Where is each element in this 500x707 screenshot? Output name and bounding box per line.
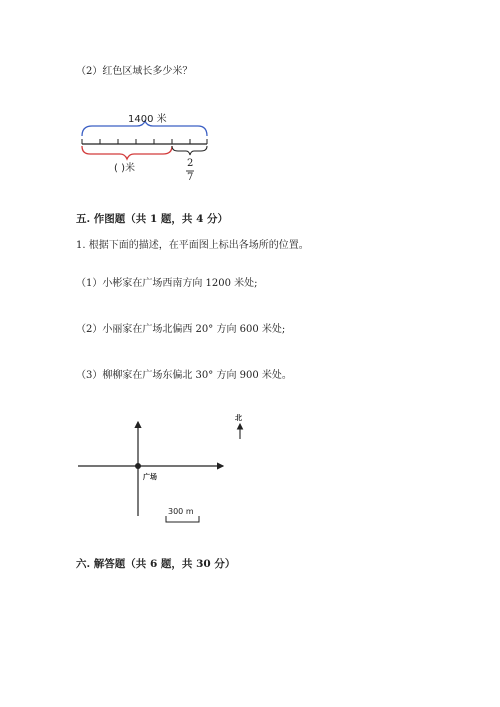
section-5-question-1: 1. 根据下面的描述，在平面图上标出各场所的位置。 [76,240,309,251]
scale-label: 300 m [168,507,194,516]
item-3: （3）柳柳家在广场东偏北 30° 方向 900 米处。 [76,370,292,381]
fraction-numerator: 2 [187,158,194,169]
plaza-label: 广场 [143,473,157,481]
scale-bar [166,516,199,522]
plaza-point [135,463,141,469]
section-6-title: 六. 解答题（共 6 题，共 30 分） [76,558,236,570]
north-label: 北 [235,414,242,422]
item-1: （1）小彬家在广场西南方向 1200 米处; [76,278,258,289]
item-2: （2）小丽家在广场北偏西 20° 方向 600 米处; [76,324,286,335]
total-label: 1400 米 [128,114,167,125]
fraction-denominator: 7 [187,172,194,183]
question-2-text: （2）红色区域长多少米？ [76,66,193,77]
unknown-label: ( )米 [114,163,135,174]
section-5-title: 五. 作图题（共 1 题，共 4 分） [76,213,229,225]
